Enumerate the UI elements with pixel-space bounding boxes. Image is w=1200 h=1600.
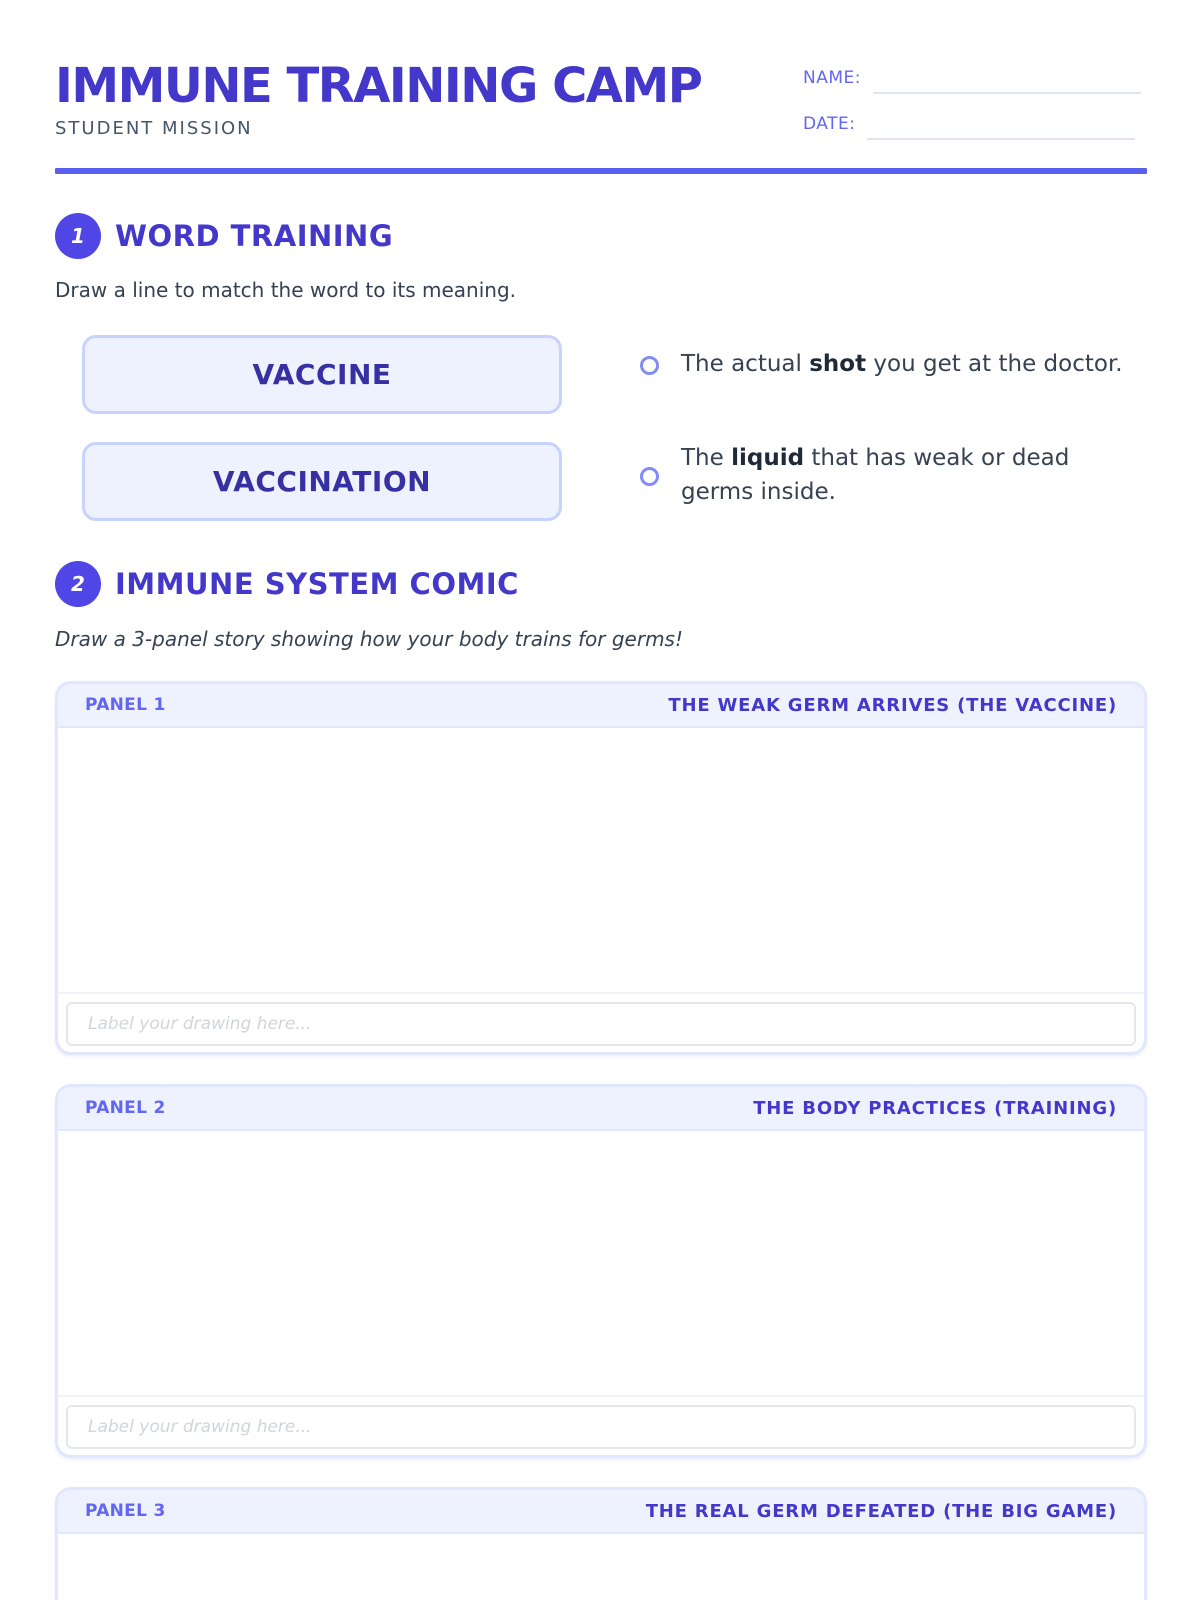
meaning-text-part: The actual bbox=[681, 351, 810, 377]
meaning-text-part: you get at the doctor. bbox=[866, 351, 1123, 377]
panel-caption: THE WEAK GERM ARRIVES (THE VACCINE) bbox=[668, 694, 1117, 716]
name-line[interactable] bbox=[873, 92, 1141, 94]
section-number-badge: 2 bbox=[55, 561, 101, 607]
match-dot[interactable] bbox=[640, 467, 659, 486]
date-line[interactable] bbox=[867, 138, 1135, 140]
header-divider bbox=[55, 168, 1147, 174]
section-instruction: Draw a line to match the word to its meaning. bbox=[55, 278, 517, 302]
name-field[interactable] bbox=[803, 68, 1141, 88]
meaning-text bbox=[681, 347, 1123, 381]
meaning-text-part: that has weak or dead germs inside. bbox=[681, 445, 1070, 505]
meaning-text bbox=[681, 441, 1140, 509]
section-title: IMMUNE SYSTEM COMIC bbox=[115, 567, 519, 601]
word-card-vaccination[interactable]: VACCINATION bbox=[82, 442, 562, 521]
section-word-training-heading bbox=[55, 213, 393, 259]
worksheet-header bbox=[55, 0, 1147, 175]
panel-number: PANEL 1 bbox=[85, 695, 166, 715]
section-title: WORD TRAINING bbox=[115, 219, 394, 253]
drawing-area[interactable] bbox=[58, 1534, 1144, 1600]
name-label: NAME: bbox=[803, 68, 861, 88]
panel-number: PANEL 2 bbox=[85, 1098, 166, 1118]
panel-caption: THE BODY PRACTICES (TRAINING) bbox=[753, 1097, 1117, 1119]
meaning-keyword: liquid bbox=[731, 445, 805, 471]
page-title: IMMUNE TRAINING CAMP bbox=[55, 58, 702, 114]
word-card-vaccine[interactable]: VACCINE bbox=[82, 335, 562, 414]
panel-label-input[interactable] bbox=[66, 1002, 1136, 1046]
panel-header bbox=[58, 684, 1144, 728]
page-subtitle: STUDENT MISSION bbox=[55, 118, 253, 139]
date-field[interactable] bbox=[803, 114, 1135, 134]
panel-caption: THE REAL GERM DEFEATED (THE BIG GAME) bbox=[645, 1500, 1117, 1522]
meaning-item bbox=[640, 441, 1140, 509]
section-number-badge: 1 bbox=[55, 213, 101, 259]
meaning-text-part: The bbox=[681, 445, 732, 471]
panel-footer bbox=[58, 1397, 1144, 1457]
comic-panel-2 bbox=[55, 1084, 1147, 1458]
drawing-area[interactable] bbox=[58, 728, 1144, 994]
panel-label-input[interactable] bbox=[66, 1405, 1136, 1449]
section-instruction: Draw a 3-panel story showing how your body trains for germs! bbox=[55, 627, 683, 651]
panel-number: PANEL 3 bbox=[85, 1501, 166, 1521]
meaning-item bbox=[640, 347, 1140, 381]
panel-footer bbox=[58, 994, 1144, 1054]
comic-panel-1 bbox=[55, 681, 1147, 1055]
section-comic-heading bbox=[55, 561, 519, 607]
panel-header bbox=[58, 1087, 1144, 1131]
drawing-area[interactable] bbox=[58, 1131, 1144, 1397]
date-label: DATE: bbox=[803, 114, 856, 134]
meaning-keyword: shot bbox=[809, 351, 867, 377]
panel-header bbox=[58, 1490, 1144, 1534]
comic-panel-3 bbox=[55, 1487, 1147, 1600]
match-dot[interactable] bbox=[640, 356, 659, 375]
